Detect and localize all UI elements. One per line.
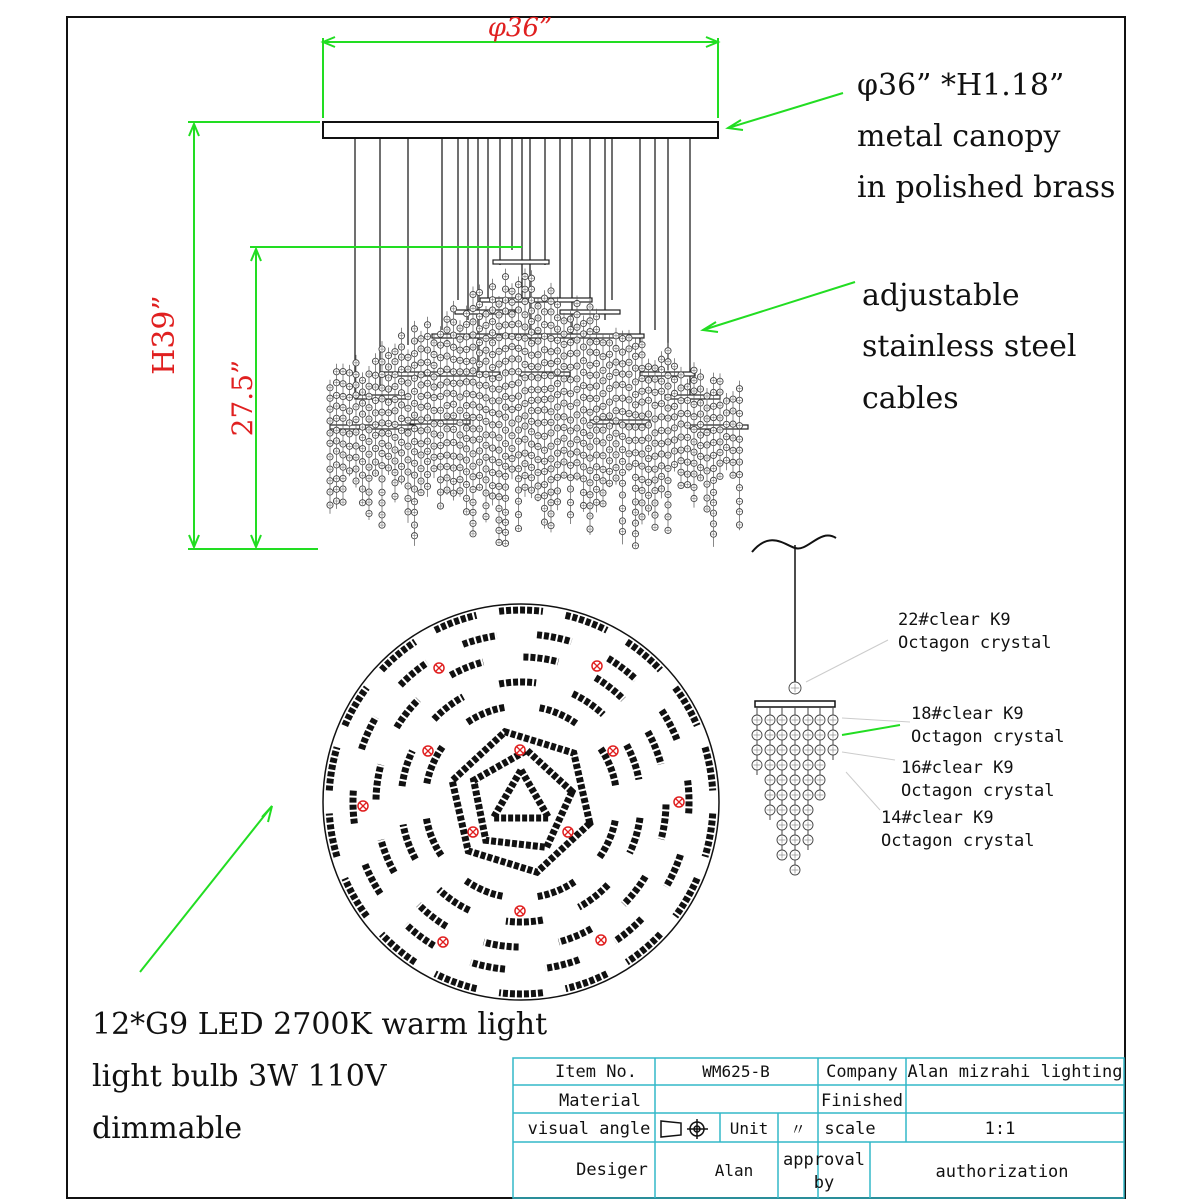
crystal-strand	[522, 268, 528, 496]
canopy-leader	[728, 93, 843, 130]
cluster-height-label: 27.5”	[226, 359, 259, 437]
crystal-ring-segment	[381, 840, 394, 873]
bulb-icon	[596, 935, 606, 945]
crystal-ring-inner	[493, 770, 548, 818]
crystal-strand	[457, 320, 463, 497]
bulb-icon	[515, 906, 525, 916]
crystal-ring-segment	[471, 962, 505, 969]
detail-strand	[777, 707, 787, 860]
crystal-ring-segment	[400, 663, 427, 686]
visual-angle-label: visual angle	[527, 1119, 651, 1139]
bulb-icon	[434, 663, 444, 673]
crystal-ring-segment	[434, 697, 463, 720]
crystal-ring-segment	[463, 636, 497, 645]
detail-strand	[765, 707, 775, 820]
bulb-icon	[563, 827, 573, 837]
crystal-ring-segment	[540, 708, 577, 724]
crystal-strand	[515, 277, 521, 532]
crystal-strand	[509, 283, 515, 479]
crystal-ring-segment	[624, 877, 646, 905]
crystal-strand	[431, 335, 437, 478]
crystal-strand	[327, 380, 333, 514]
crystal-strand	[697, 369, 703, 481]
bulb-icon	[358, 801, 368, 811]
crystal-strand	[385, 348, 391, 475]
overall-height-label: H39”	[147, 295, 182, 375]
crystal-ring-segment	[627, 745, 639, 780]
diameter-label: φ36”	[487, 13, 553, 43]
crystal-14-line-2: Octagon crystal	[881, 831, 1035, 851]
crystal-ring-segment	[523, 657, 558, 662]
detail-tier-plate	[755, 701, 835, 707]
crystal-strand	[639, 337, 645, 525]
crystal-strand	[723, 393, 729, 470]
crystal-strand	[541, 290, 547, 528]
crystal-strand	[359, 372, 365, 506]
detail-strand	[803, 707, 813, 850]
crystal-strand	[437, 326, 443, 509]
crystal-ring-segment	[596, 678, 624, 700]
crystal-ring-segment	[499, 610, 543, 611]
crystal-strand	[593, 309, 599, 513]
detail-strand	[790, 707, 800, 875]
crystal-18-line-1: 18#clear K9	[911, 704, 1024, 724]
designer-label: Desiger	[576, 1160, 648, 1180]
cables-note-line-2: stainless steel	[862, 329, 1077, 364]
crystal-16-line-1: 16#clear K9	[901, 758, 1014, 778]
crystal-strand	[346, 365, 352, 476]
crystal-strand	[366, 366, 372, 520]
crystal-ring-segment	[329, 747, 337, 790]
crystal-ring-segment	[468, 707, 506, 722]
authorization-label: authorization	[935, 1162, 1069, 1182]
crystal-ring-segment	[579, 885, 608, 908]
crystal-ring-segment	[705, 814, 713, 857]
crystal-ring-segment	[608, 658, 636, 679]
crystal-strand	[463, 306, 469, 515]
elevation-view	[323, 122, 748, 549]
bulb-icon	[674, 797, 684, 807]
crystal-ring-inner	[474, 750, 572, 847]
canopy-note-line-2: metal canopy	[857, 119, 1061, 154]
bulb-note-line-3: dimmable	[92, 1111, 243, 1146]
crystal-strand	[736, 381, 742, 531]
crystal-ring-segment	[537, 635, 571, 642]
crystal-strand	[411, 321, 417, 546]
tier-plate	[493, 260, 549, 264]
crystal-strand	[340, 364, 346, 506]
crystal-strands	[327, 268, 743, 548]
crystal-ring-segment	[506, 920, 543, 922]
crystal-strand	[691, 362, 697, 507]
detail-strand	[815, 707, 825, 800]
crystal-ring-segment	[630, 818, 640, 853]
bulb-note-line-2: light bulb 3W 110V	[92, 1059, 387, 1094]
bulb-icon	[438, 937, 448, 947]
crystal-rings	[329, 610, 712, 994]
crystal-ring-segment	[648, 732, 661, 765]
crystal-16-line-2: Octagon crystal	[901, 781, 1055, 801]
plan-view	[323, 604, 719, 1000]
cables-note-line-3: cables	[862, 381, 959, 416]
crystal-22-line-2: Octagon crystal	[898, 633, 1052, 653]
crystal-ring-segment	[403, 825, 415, 860]
crystal-strand	[574, 295, 580, 480]
detail-strand	[752, 707, 762, 775]
crystal-ring-segment	[662, 710, 678, 741]
crystal-strand	[333, 364, 339, 509]
bulb-icon	[515, 745, 525, 755]
bulb-icon	[592, 661, 602, 671]
item-no-label: Item No.	[555, 1062, 637, 1082]
crystal-ring-segment	[599, 821, 615, 858]
crystal-ring-segment	[499, 682, 536, 684]
crystal-ring-segment	[376, 765, 381, 800]
crystal-strand	[587, 299, 593, 535]
bulb-leader	[140, 806, 272, 972]
overall-height-dimension	[188, 122, 320, 549]
crystal-ring-segment	[688, 780, 689, 815]
bulb-icon	[608, 746, 618, 756]
crystal-ring-segment	[537, 882, 575, 897]
scale-value: 1:1	[984, 1119, 1016, 1139]
crystal-tiers	[330, 260, 748, 429]
crystal-strand	[418, 331, 424, 496]
crystal-strand	[424, 317, 430, 497]
crystal-ring-segment	[451, 662, 484, 675]
crystal-strand	[470, 286, 476, 536]
bulb-icon	[468, 827, 478, 837]
crystal-strand	[398, 328, 404, 485]
bulb-markers	[358, 661, 684, 947]
crystal-strand	[528, 270, 534, 498]
crystal-strand	[535, 298, 541, 502]
detail-strand	[828, 707, 838, 760]
crystal-strand	[353, 355, 359, 488]
crystal-14-line-1: 14#clear K9	[881, 808, 994, 828]
crystal-ring-segment	[465, 880, 502, 896]
ceiling-break-line	[752, 536, 836, 552]
crystal-strand	[444, 311, 450, 495]
approval-label-line-2: by	[813, 1173, 835, 1193]
unit-label: Unit	[729, 1119, 769, 1138]
crystal-strand	[554, 297, 560, 511]
crystal-strand	[392, 344, 398, 503]
crystal-ring-segment	[566, 974, 607, 989]
canopy-plate	[323, 122, 718, 138]
canopy-note-line-3: in polished brass	[857, 170, 1116, 205]
diameter-dimension	[323, 37, 718, 118]
crystal-ring-segment	[402, 751, 412, 786]
crystal-ring-segment	[499, 993, 543, 994]
cables-note-line-1: adjustable	[862, 278, 1020, 313]
item-no-value: WM625-B	[702, 1062, 770, 1081]
crystal-ring-segment	[545, 960, 579, 969]
crystal-ring-segment	[419, 905, 447, 927]
crystal-18-line-2: Octagon crystal	[911, 727, 1065, 747]
unit-value: 〃	[789, 1120, 807, 1139]
crystal-ring-segment	[484, 942, 519, 947]
finished-label: Finished	[821, 1091, 903, 1111]
crystal-strand	[580, 316, 586, 512]
crystal-ring-segment	[439, 890, 470, 911]
cables-leader	[703, 282, 855, 332]
company-label: Company	[826, 1062, 898, 1082]
crystal-strand	[476, 285, 482, 491]
crystal-22-line-1: 22#clear K9	[898, 610, 1011, 630]
crystal-ring-segment	[353, 789, 354, 824]
crystal-ring-segment	[426, 818, 441, 856]
crystal-strand	[548, 283, 554, 533]
crystal-strand	[567, 311, 573, 524]
crystal-strand	[730, 391, 736, 478]
crystal-strand	[450, 301, 456, 501]
crystal-ring-segment	[559, 929, 592, 942]
detail-view	[752, 536, 838, 875]
crystal-strand	[606, 335, 612, 488]
canopy-note-line-1: φ36” *H1.18”	[857, 68, 1065, 103]
crystal-ring-segment	[435, 974, 476, 989]
crystal-strand	[613, 328, 619, 485]
crystal-strand	[678, 367, 684, 489]
crystal-strand	[372, 353, 378, 477]
crystal-strand	[626, 330, 632, 472]
crystal-ring-segment	[397, 700, 419, 728]
crystal-ring-segment	[661, 804, 666, 839]
bulb-note-line-1: 12*G9 LED 2700K warm light	[92, 1007, 548, 1042]
crystal-strand	[704, 388, 710, 512]
crystal-ring-segment	[566, 615, 607, 630]
approval-label-line-1: approval	[783, 1150, 865, 1170]
crystal-ring-segment	[573, 694, 604, 715]
crystal-ring-segment	[406, 925, 434, 946]
crystal-strand	[483, 306, 489, 522]
crystal-ring-segment	[362, 717, 376, 749]
crystal-ring-segment	[666, 855, 680, 887]
bulb-icon	[423, 746, 433, 756]
crystal-ring-segment	[329, 814, 337, 857]
company-value: Alan mizrahi lighting	[907, 1062, 1123, 1082]
crystal-strand	[619, 331, 625, 545]
crystal-ring-segment	[615, 919, 642, 942]
material-label: Material	[559, 1091, 641, 1111]
crystal-strand	[645, 359, 651, 516]
crystal-strand	[489, 279, 495, 506]
crystal-ring-segment	[364, 863, 380, 894]
crystal-ring-segment	[705, 747, 713, 790]
crystal-strand	[632, 338, 638, 549]
crystal-strand	[652, 360, 658, 530]
detail-strands	[752, 682, 838, 875]
designer-value: Alan	[714, 1161, 754, 1180]
projection-symbol-icon	[661, 1119, 708, 1139]
crystal-ring-segment	[435, 615, 476, 630]
plan-outline	[323, 604, 719, 1000]
scale-label: scale	[824, 1119, 876, 1139]
crystal-strand	[502, 269, 508, 547]
